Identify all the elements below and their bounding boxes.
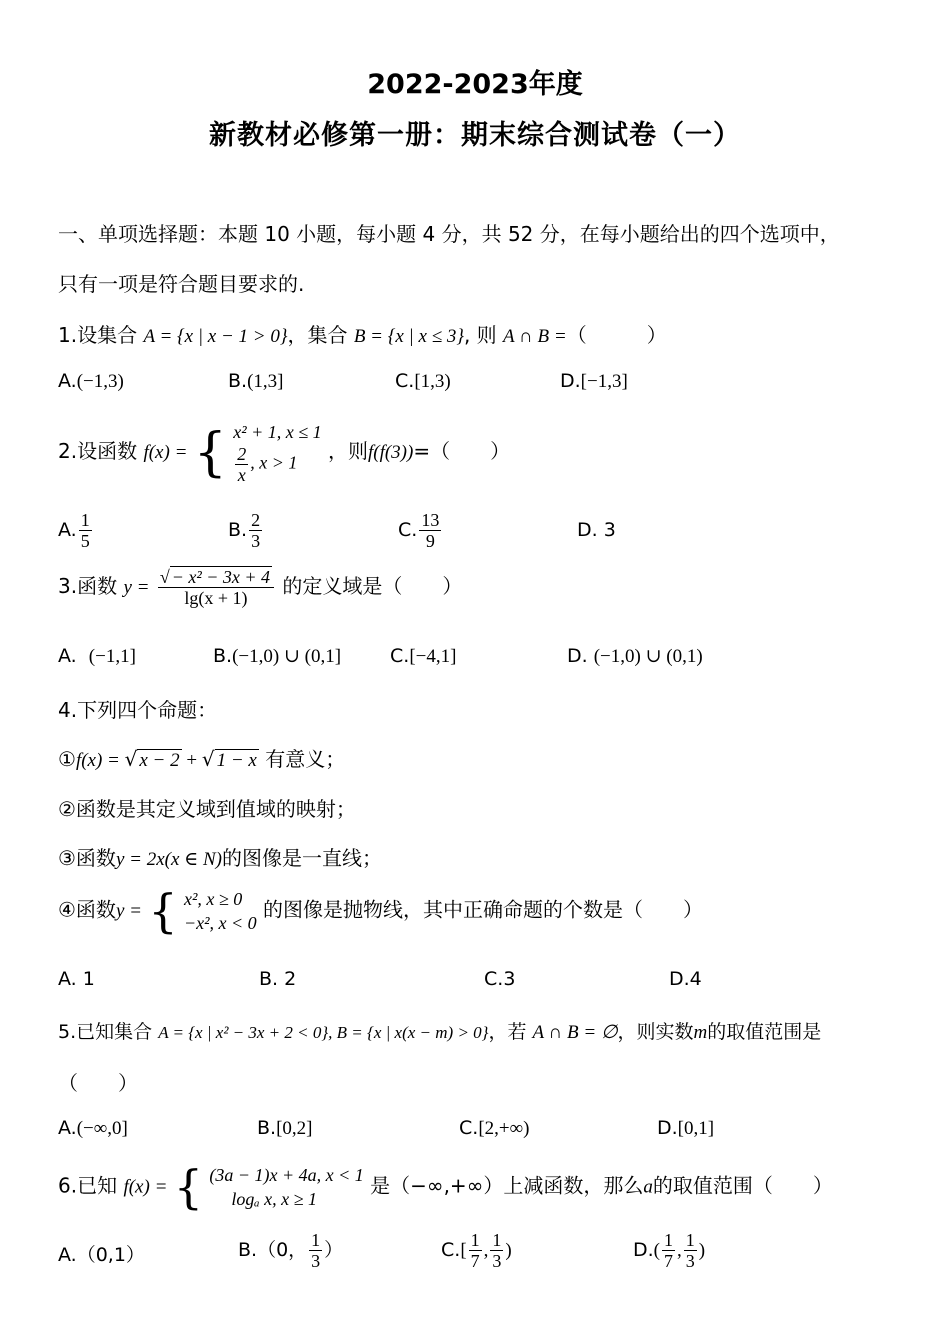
fraction: $\frac{\text{√ − x² − 3x + 4}}{\lg(x + 1)}$ (158, 567, 274, 608)
option-b: B.（0， $\frac{1}{3}$ ） (238, 1230, 344, 1271)
question-5: 5.已知集合 A = {x | x² − 3x + 2 < 0}, B = {x | x(x − m) > 0}，若 A ∩ B = ∅，则实数m的取值范围是 (58, 1021, 822, 1043)
option-a: A. (−1,1] (58, 645, 136, 667)
exam-title: 新教材必修第一册：期末综合测试卷（一） (209, 120, 741, 151)
math-expression: B = {x | x ≤ 3} (353, 326, 464, 347)
question-number: 4. (58, 698, 78, 722)
question-2: 2.设函数 f(x) = { x² + 1, x ≤ 1 $\frac{2}{x}$ , x > 1 ，则f(f(3))=（ ） (58, 422, 511, 485)
option-d: D.( $\frac{1}{7}$ , $\frac{1}{3}$ ) (633, 1230, 706, 1271)
option-a: A.(−∞,0] (58, 1117, 128, 1139)
question-1: 1.设集合 A = {x | x − 1 > 0}，集合 B = {x | x ≤ 3}, 则 A ∩ B =（ ） (58, 323, 667, 347)
left-brace: { (173, 1160, 204, 1214)
question-number: 2. (58, 439, 78, 463)
option-b: B. 2 (259, 968, 297, 990)
piecewise-cases: x² + 1, x ≤ 1 $\frac{2}{x}$ , x > 1 (233, 422, 322, 485)
option-b: B.(−1,0) ∪ (0,1] (213, 645, 342, 667)
option-d: D.[0,1] (657, 1117, 715, 1139)
left-brace: { (193, 422, 227, 483)
question-6: 6.已知 f(x) = { (3a − 1)x + 4a, x < 1 logₐ x, x ≥ 1 是（−∞,+∞）上减函数，那么a的取值范围（ ） (58, 1160, 833, 1214)
piecewise-cases: (3a − 1)x + 4a, x < 1 logₐ x, x ≥ 1 (209, 1165, 364, 1209)
left-brace: { (148, 884, 178, 938)
proposition-1: ①f(x) = √ x − 2 + √ 1 − x 有意义； (58, 747, 346, 771)
option-b: B. $\frac{2}{3}$ (228, 510, 261, 551)
option-d: D. 3 (577, 519, 616, 541)
option-b: B.(1,3] (228, 370, 284, 392)
option-d: D.[−1,3] (560, 370, 628, 392)
option-a: A.(−1,3) (58, 370, 124, 392)
math-expression: A = {x | x − 1 > 0} (143, 326, 288, 347)
proposition-2: ②函数是其定义域到值域的映射； (58, 797, 356, 821)
proposition-3: ③函数y = 2x(x ∈ N)的图像是一直线； (58, 846, 382, 870)
question-number: 1. (58, 323, 78, 347)
option-d: D.4 (669, 968, 702, 990)
option-c: C.[1,3) (395, 370, 451, 392)
section-instructions-line2: 只有一项是符合题目要求的. (58, 272, 305, 296)
question-number: 5. (58, 1021, 77, 1043)
piecewise-cases: x², x ≥ 0 −x², x < 0 (183, 889, 257, 933)
option-a: A. 1 (58, 968, 95, 990)
option-c: C. $\frac{13}{9}$ (398, 510, 440, 551)
exam-year-title: 2022-2023年度 (367, 69, 583, 100)
option-c: C.[ $\frac{1}{7}$ , $\frac{1}{3}$ ) (441, 1230, 512, 1271)
option-a: A. $\frac{1}{5}$ (58, 510, 90, 551)
question-number: 6. (58, 1173, 78, 1198)
option-c: C.[2,+∞) (459, 1117, 530, 1139)
math-expression: A ∩ B = (503, 326, 567, 347)
question-3: 3.函数 y = $\frac{\text{√ − x² − 3x + 4}}{\lg(x + 1)}$ 的定义域是（ ） (58, 567, 463, 608)
option-c: C.[−4,1] (390, 645, 457, 667)
question-4: 4.下列四个命题： (58, 698, 218, 722)
option-c: C.3 (484, 968, 516, 990)
proposition-4: ④函数y = { x², x ≥ 0 −x², x < 0 的图像是抛物线，其中正确命题的个数是（ ） (58, 884, 703, 938)
question-5-paren: （ ） (58, 1071, 138, 1095)
option-d: D. (−1,0) ∪ (0,1) (567, 645, 703, 667)
section-instructions-line1: 一、单项选择题：本题 10 小题，每小题 4 分，共 52 分，在每小题给出的四个选项中， (58, 222, 840, 246)
option-b: B.[0,2] (257, 1117, 313, 1139)
option-a: A.（0,1） (58, 1244, 145, 1266)
question-number: 3. (58, 574, 78, 598)
